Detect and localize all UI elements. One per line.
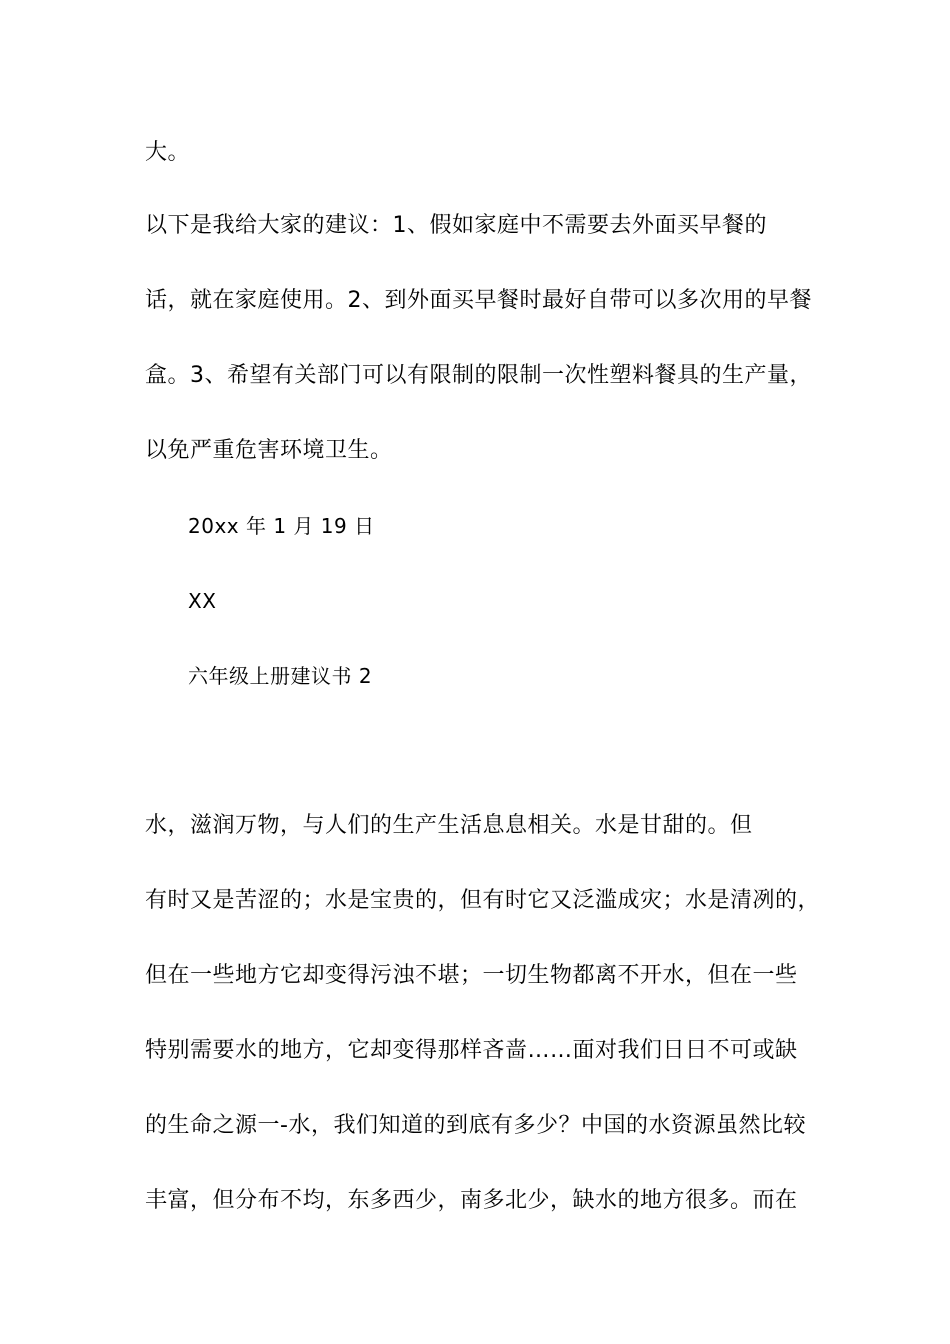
letter-author: XX <box>188 589 217 613</box>
water-line-5: 的生命之源一-水，我们知道的到底有多少？中国的水资源虽然比较 <box>145 1113 806 1138</box>
paragraph-continuation: 大。 <box>145 140 191 165</box>
water-line-3: 但在一些地方它却变得污浊不堪；一切生物都离不开水，但在一些 <box>145 963 798 988</box>
suggestions-line-3: 盒。3、希望有关部门可以有限制的限制一次性塑料餐具的生产量， <box>145 363 812 388</box>
water-line-1: 水，滋润万物，与人们的生产生活息息相关。水是甘甜的。但 <box>145 813 753 838</box>
water-line-2: 有时又是苦涩的；水是宝贵的，但有时它又泛滥成灾；水是清冽的， <box>145 888 821 913</box>
suggestions-line-1: 以下是我给大家的建议：1、假如家庭中不需要去外面买早餐的 <box>145 213 767 238</box>
water-line-4: 特别需要水的地方，它却变得那样吝啬……面对我们日日不可或缺 <box>145 1038 798 1063</box>
section-title: 六年级上册建议书 2 <box>188 664 373 688</box>
suggestions-line-4: 以免严重危害环境卫生。 <box>145 438 393 463</box>
suggestions-line-2: 话，就在家庭使用。2、到外面买早餐时最好自带可以多次用的早餐 <box>145 288 812 313</box>
water-line-6: 丰富，但分布不均，东多西少，南多北少，缺水的地方很多。而在 <box>145 1188 798 1213</box>
letter-date: 20xx 年 1 月 19 日 <box>188 514 375 538</box>
